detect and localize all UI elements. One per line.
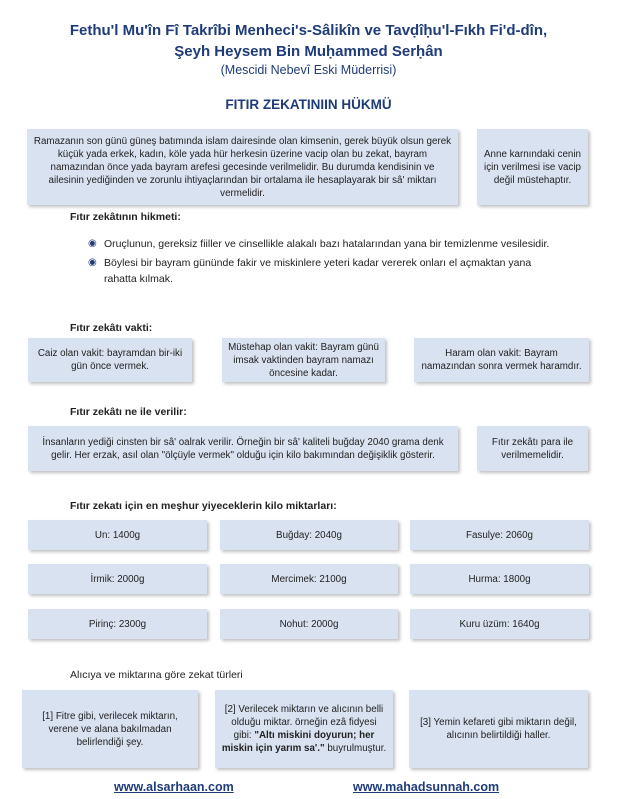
timing-heading: Fıtır zekâtı vakti:	[70, 322, 153, 334]
ruling-text: Ramazanın son günü güneş batımında islam dairesinde olan kimsenin, gerek büyük olsun gerek küçük yada erkek, kadın, köle yada hür herkesin üzerine vacip olan bu zekat, bayram namazından önce yada bayram arefesi gecesinde verilmelidir. Bu durumda kendisinin ve ailesinin yediğinden ve zorunlu ihtiyaçlarından bir ortalama ile hesaplayarak bir sâ' miktarı vermelidir.	[33, 135, 452, 199]
wisdom-item: ◉ Oruçlunun, gereksiz fiiller ve cinsellikle alakalı bazı hatalarından yana bir temizlenme vesilesidir.	[88, 238, 550, 250]
timing-box-recommended: Müstehap olan vakit: Bayram günü imsak vaktinden bayram namazı öncesine kadar.	[222, 338, 385, 382]
food-item: Hurma: 1800g	[410, 564, 589, 594]
money-note-box: Fıtır zekâtı para ile verilmemelidir.	[477, 426, 588, 471]
food-item: Fasulye: 2060g	[410, 520, 589, 550]
ruling-box	[27, 129, 458, 205]
radio-bullet-icon: ◉	[88, 238, 97, 249]
wisdom-heading: Fıtır zekâtının hikmeti:	[70, 211, 181, 223]
foods-heading: Fıtır zekatı için en meşhur yiyeceklerin kilo miktarları:	[70, 500, 337, 512]
type-box-3: [3] Yemin kefareti gibi miktarın değil, alıcının belirtildiği haller.	[409, 690, 588, 768]
food-item: Nohut: 2000g	[220, 609, 398, 639]
wisdom-item: ◉ Böylesi bir bayram gününde fakir ve miskinlere yeteri kadar vererek onları el açmaktan yana rahatta kılmak.	[88, 257, 532, 285]
document-subtitle: (Mescidi Nebevî Eski Müderrisi)	[220, 63, 397, 77]
type-box-2	[215, 690, 393, 768]
what-box: İnsanların yediği cinsten bir sâ' oalrak verilir. Örneğin bir sâ' kaliteli buğday 2040 grama denk gelir. Her erzak, asıl olan "ölçüyle vermek" olduğu için kilo bakımından değişiklik gösterir.	[28, 426, 458, 471]
type-box-2-text: [2] Verilecek miktarın ve alıcının belli olduğu miktar. örneğin ezâ fidyesi gibi: "Altı miskini doyurun; her miskin için yarım sa'." buyrulmuştur.	[221, 704, 387, 754]
timing-box-permissible: Caiz olan vakit: bayramdan bir-iki gün önce vermek.	[28, 338, 192, 382]
section-title: FITIR ZEKATINIIN HÜKMÜ	[225, 97, 392, 112]
food-item: Buğday: 2040g	[220, 520, 398, 550]
food-item: Pirinç: 2300g	[28, 609, 207, 639]
document-title-line2: Şeyh Heysem Bin Muḥammed Serḥân	[174, 43, 443, 60]
radio-bullet-icon: ◉	[88, 257, 97, 268]
timing-box-forbidden: Haram olan vakit: Bayram namazından sonra vermek haramdır.	[414, 338, 589, 382]
food-item: Kuru üzüm: 1640g	[410, 609, 589, 639]
food-item: Mercimek: 2100g	[220, 564, 398, 594]
link-mahadsunnah[interactable]: www.mahadsunnah.com	[353, 780, 500, 794]
fetus-note-text: Anne karnındaki cenin için verilmesi ise vacip değil müstehaptır.	[484, 148, 581, 186]
type-box-1: [1] Fitre gibi, verilecek miktarın, verene ve alana bakılmadan belirlendiği şey.	[22, 690, 198, 768]
types-heading: Alıcıya ve miktarına göre zekat türleri	[70, 669, 243, 681]
food-item: İrmik: 2000g	[28, 564, 207, 594]
fetus-note-box	[477, 129, 588, 205]
food-item: Un: 1400g	[28, 520, 207, 550]
link-alsarhaan[interactable]: www.alsarhaan.com	[114, 780, 234, 794]
document-title-line1: Fethu'l Mu'în Fî Takrîbi Menheci's-Sâlikîn ve Tavḍîḥu'l-Fıkh Fi'd-dîn,	[69, 22, 548, 39]
wisdom-list	[88, 236, 558, 290]
what-heading: Fıtır zekâtı ne ile verilir:	[70, 406, 187, 418]
